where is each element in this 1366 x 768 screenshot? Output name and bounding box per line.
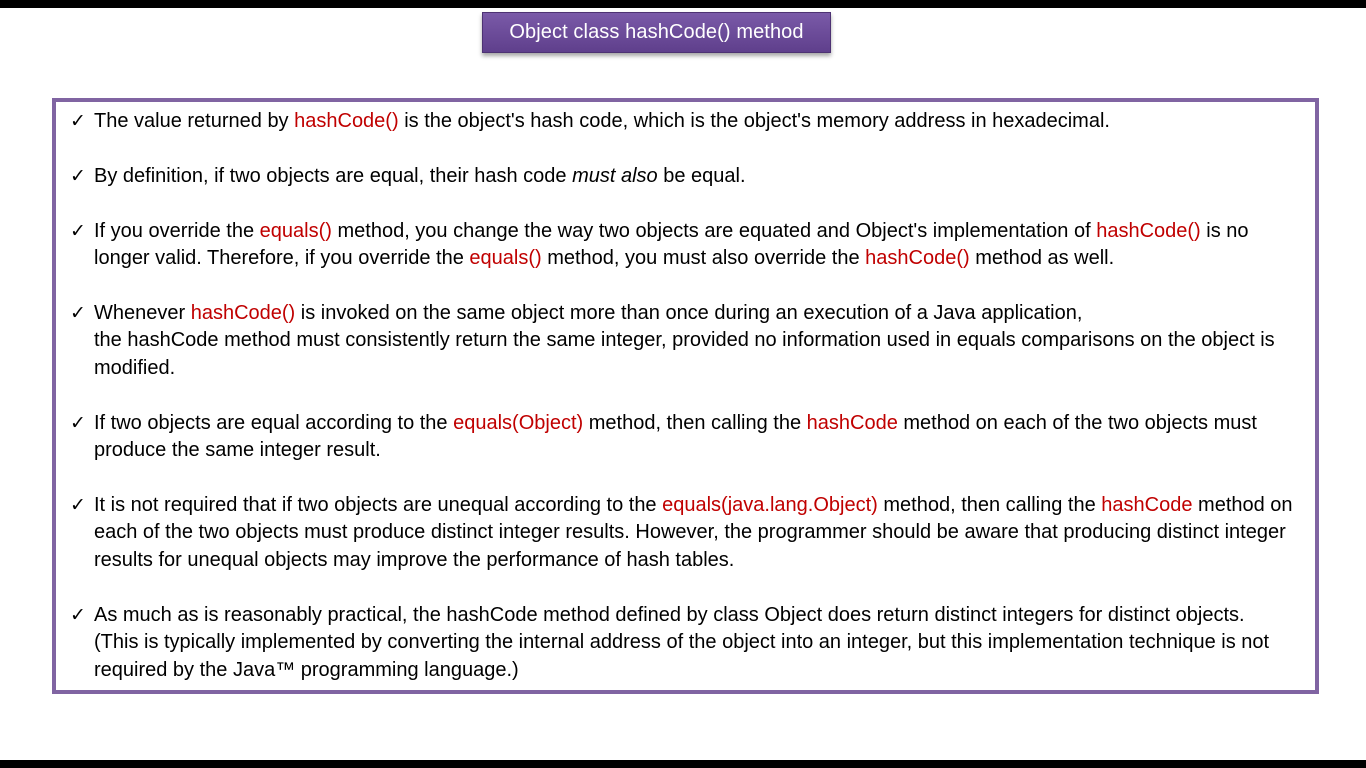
method-name-highlight: hashCode() <box>190 302 296 324</box>
bullet-item <box>70 602 1309 684</box>
checkmark-icon: ✓ <box>70 165 86 187</box>
text-segment: be equal. <box>657 165 746 187</box>
checkmark-icon: ✓ <box>70 110 86 132</box>
text-segment: (This is typically implemented by converting the internal address of the object into an integer, but this implementation technique is not required by the Java™ programming language.) <box>94 631 1270 681</box>
method-name-highlight: hashCode() <box>1096 220 1201 242</box>
text-segment: method, then calling the <box>877 494 1102 516</box>
text-segment: It is not required that if two objects are unequal according to the <box>94 494 663 516</box>
bullet-item <box>70 163 1309 190</box>
text-segment: method, you must also override the <box>541 247 866 270</box>
text-segment: method on each of the two objects must produce the same integer result. <box>94 412 1257 462</box>
bullet-text <box>94 108 1309 135</box>
bullet-text <box>94 492 1309 574</box>
text-segment: The value returned by <box>94 110 295 132</box>
text-segment: method on each of the two objects must produce distinct integer results. However, the programmer should be aware that producing distinct integer results for unequal objects may improve the performance of hash tables. <box>94 494 1293 571</box>
content-panel <box>52 98 1319 694</box>
text-segment: method as well. <box>969 247 1115 270</box>
method-name-highlight: equals() <box>259 220 332 242</box>
method-name-highlight: hashCode() <box>865 247 970 270</box>
bullet-text <box>94 300 1309 382</box>
bullet-item <box>70 300 1309 382</box>
checkmark-icon: ✓ <box>70 220 86 242</box>
text-segment: is invoked on the same object more than once during an execution of a Java application, <box>295 302 1083 324</box>
bullet-text <box>94 218 1309 273</box>
method-name-highlight: equals(Object) <box>453 412 584 434</box>
method-name-highlight: equals(java.lang.Object) <box>662 494 878 516</box>
method-name-highlight: hashCode <box>806 412 898 434</box>
slide-title <box>482 12 831 53</box>
bullet-text <box>94 163 1309 190</box>
text-segment: As much as is reasonably practical, the hashCode method defined by class Object does return distinct integers for distinct objects. <box>94 604 1245 626</box>
checkmark-icon: ✓ <box>70 604 86 626</box>
checkmark-icon: ✓ <box>70 412 86 434</box>
emphasis-text: must also <box>572 165 658 187</box>
bullet-item <box>70 108 1309 135</box>
text-segment: method, then calling the <box>583 412 807 434</box>
bullet-item <box>70 410 1309 465</box>
text-segment: the hashCode method must consistently return the same integer, provided no information used in equals comparisons on the object is modified. <box>94 329 1275 379</box>
text-segment: By definition, if two objects are equal, their hash code <box>94 165 573 187</box>
text-segment: If two objects are equal according to the <box>94 412 454 434</box>
text-segment: is no longer valid. Therefore, if you override the <box>94 220 1249 270</box>
text-segment: method, you change the way two objects are equated and Object's implementation of <box>331 220 1097 242</box>
bottom-letterbox-bar <box>0 760 1366 768</box>
text-segment: is the object's hash code, which is the object's memory address in hexadecimal. <box>398 110 1110 132</box>
text-segment: Whenever <box>94 302 191 324</box>
checkmark-icon: ✓ <box>70 494 86 516</box>
top-letterbox-bar <box>0 0 1366 8</box>
slide-title-text: Object class hashCode() method <box>509 21 804 43</box>
method-name-highlight: equals() <box>469 247 542 270</box>
bullet-item <box>70 492 1309 574</box>
checkmark-icon: ✓ <box>70 302 86 324</box>
method-name-highlight: hashCode <box>1101 494 1193 516</box>
text-segment: If you override the <box>94 220 260 242</box>
method-name-highlight: hashCode() <box>294 110 399 132</box>
bullet-text <box>94 410 1309 465</box>
bullet-item <box>70 218 1309 273</box>
bullet-text <box>94 602 1309 684</box>
